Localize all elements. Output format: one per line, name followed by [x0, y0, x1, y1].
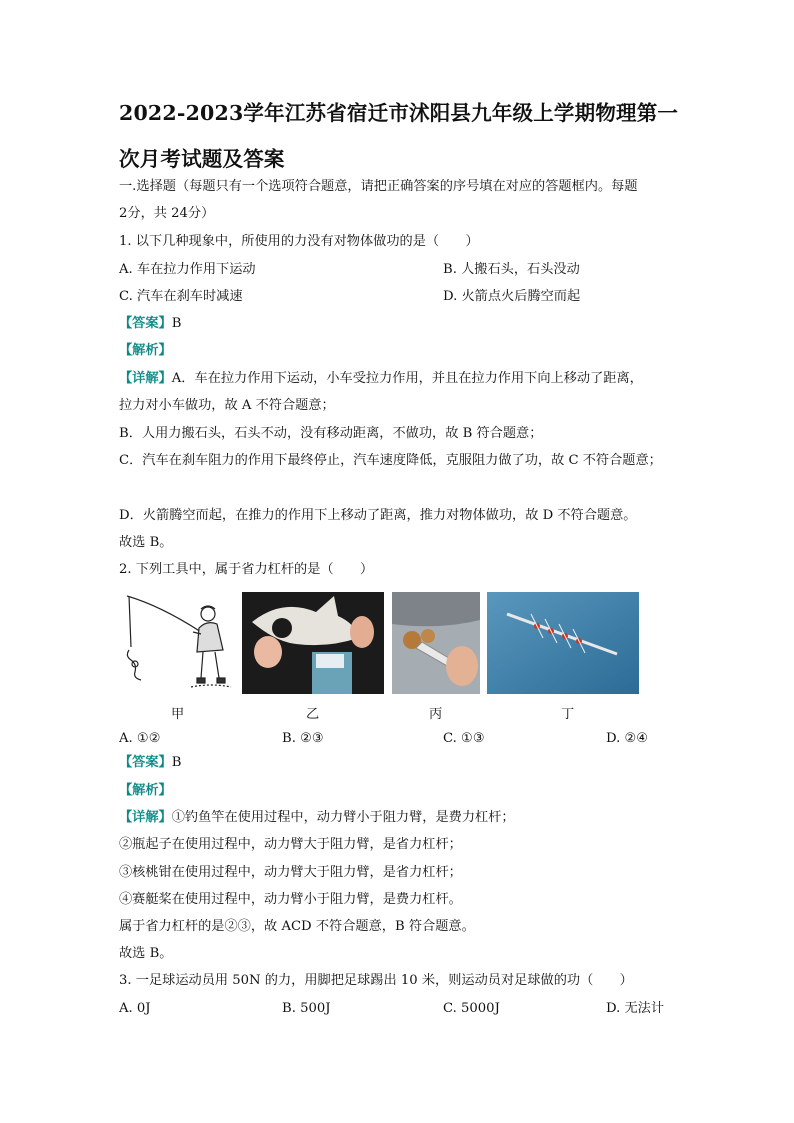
q2-stem: 2. 下列工具中，属于省力杠杆的是（ ）: [119, 562, 374, 577]
bottle-opener-drawing: [242, 592, 384, 694]
detail-label: 【详解】: [119, 810, 172, 825]
q1-option-a: A. 车在拉力作用下运动: [119, 262, 256, 277]
q1-detail-row4: C．汽车在刹车阻力的作用下最终停止，汽车速度降低，克服阻力做了功，故 C 不符合题意；: [119, 453, 662, 468]
q2-answer-value: B: [171, 755, 182, 770]
q2-detail-row3: ③核桃钳在使用过程中，动力臂大于阻力臂，是省力杠杆；: [119, 865, 462, 880]
q2-detail-text1: ①钓鱼竿在使用过程中，动力臂小于阻力臂，是费力杠杆；: [171, 810, 515, 825]
q2-option-b: B. ②③: [282, 731, 324, 746]
caption-bing: 丙: [429, 707, 443, 722]
nutcracker-drawing: [392, 592, 480, 694]
q2-detail-row5: 属于省力杠杆的是②③，故 ACD 不符合题意，B 符合题意。: [119, 919, 475, 934]
detail-label: 【详解】: [119, 371, 172, 386]
q2-analysis-row: [119, 782, 172, 800]
q1-detail-row1: [119, 370, 643, 388]
q2-detail-row6: 故选 B。: [119, 946, 173, 961]
caption-yi: 乙: [306, 707, 320, 722]
q1-option-c: C. 汽车在刹车时减速: [119, 289, 243, 304]
section-heading-line2: 2分，共 24分）: [119, 206, 215, 221]
q1-option-d: D. 火箭点火后腾空而起: [443, 289, 581, 304]
fishing-rod-figure: [121, 592, 233, 694]
nutcracker-photo: [392, 592, 480, 694]
answer-label: 【答案】: [119, 316, 172, 331]
analysis-label: 【解析】: [119, 783, 172, 798]
q3-option-c: C. 5000J: [443, 1001, 500, 1016]
rowing-boat-drawing: [487, 592, 639, 694]
q2-option-c: C. ①③: [443, 731, 485, 746]
q1-option-b: B. 人搬石头，石头没动: [443, 262, 580, 277]
q1-detail-row2: 拉力对小车做功，故 A 不符合题意；: [119, 398, 335, 413]
answer-label: 【答案】: [119, 755, 172, 770]
q2-detail-row1: [119, 809, 515, 827]
document-title-line1: 2022-2023学年江苏省宿迁市沭阳县九年级上学期物理第一: [119, 101, 679, 125]
q1-detail-text1: A．车在拉力作用下运动，小车受拉力作用，并且在拉力作用下向上移动了距离，: [171, 371, 643, 386]
bottle-opener-photo: [242, 592, 384, 694]
q1-answer-value: B: [171, 316, 182, 331]
document-title-line2: 次月考试题及答案: [119, 147, 285, 171]
q1-stem: 1. 以下几种现象中，所使用的力没有对物体做功的是（ ）: [119, 234, 479, 249]
fisherman-drawing: [121, 592, 233, 694]
q3-option-a: A. 0J: [119, 1001, 151, 1016]
section-heading-line1: 一.选择题（每题只有一个选项符合题意，请把正确答案的序号填在对应的答题框内。每题: [119, 179, 638, 194]
caption-ding: 丁: [561, 707, 575, 722]
q1-detail-row5: D．火箭腾空而起，在推力的作用下上移动了距离，推力对物体做功，故 D 不符合题意。: [119, 508, 637, 523]
q1-answer-row: [119, 315, 181, 333]
q1-detail-row6: 故选 B。: [119, 535, 173, 550]
q3-stem: 3. 一足球运动员用 50N 的力，用脚把足球踢出 10 米，则运动员对足球做的功（ ）: [119, 973, 633, 988]
q1-detail-row3: B．人用力搬石头，石头不动，没有移动距离，不做功，故 B 符合题意；: [119, 426, 543, 441]
q1-analysis-row: [119, 342, 172, 360]
analysis-label: 【解析】: [119, 343, 172, 358]
q3-option-d: D. 无法计: [606, 1001, 665, 1016]
q2-answer-row: [119, 754, 181, 772]
rowing-boat-photo: [487, 592, 639, 694]
q3-option-b: B. 500J: [282, 1001, 331, 1016]
q2-detail-row2: ②瓶起子在使用过程中，动力臂大于阻力臂，是省力杠杆；: [119, 837, 462, 852]
q2-option-a: A. ①②: [119, 731, 161, 746]
caption-jia: 甲: [171, 707, 185, 722]
q2-option-d: D. ②④: [606, 731, 649, 746]
q2-detail-row4: ④赛艇桨在使用过程中，动力臂小于阻力臂，是费力杠杆。: [119, 892, 462, 907]
